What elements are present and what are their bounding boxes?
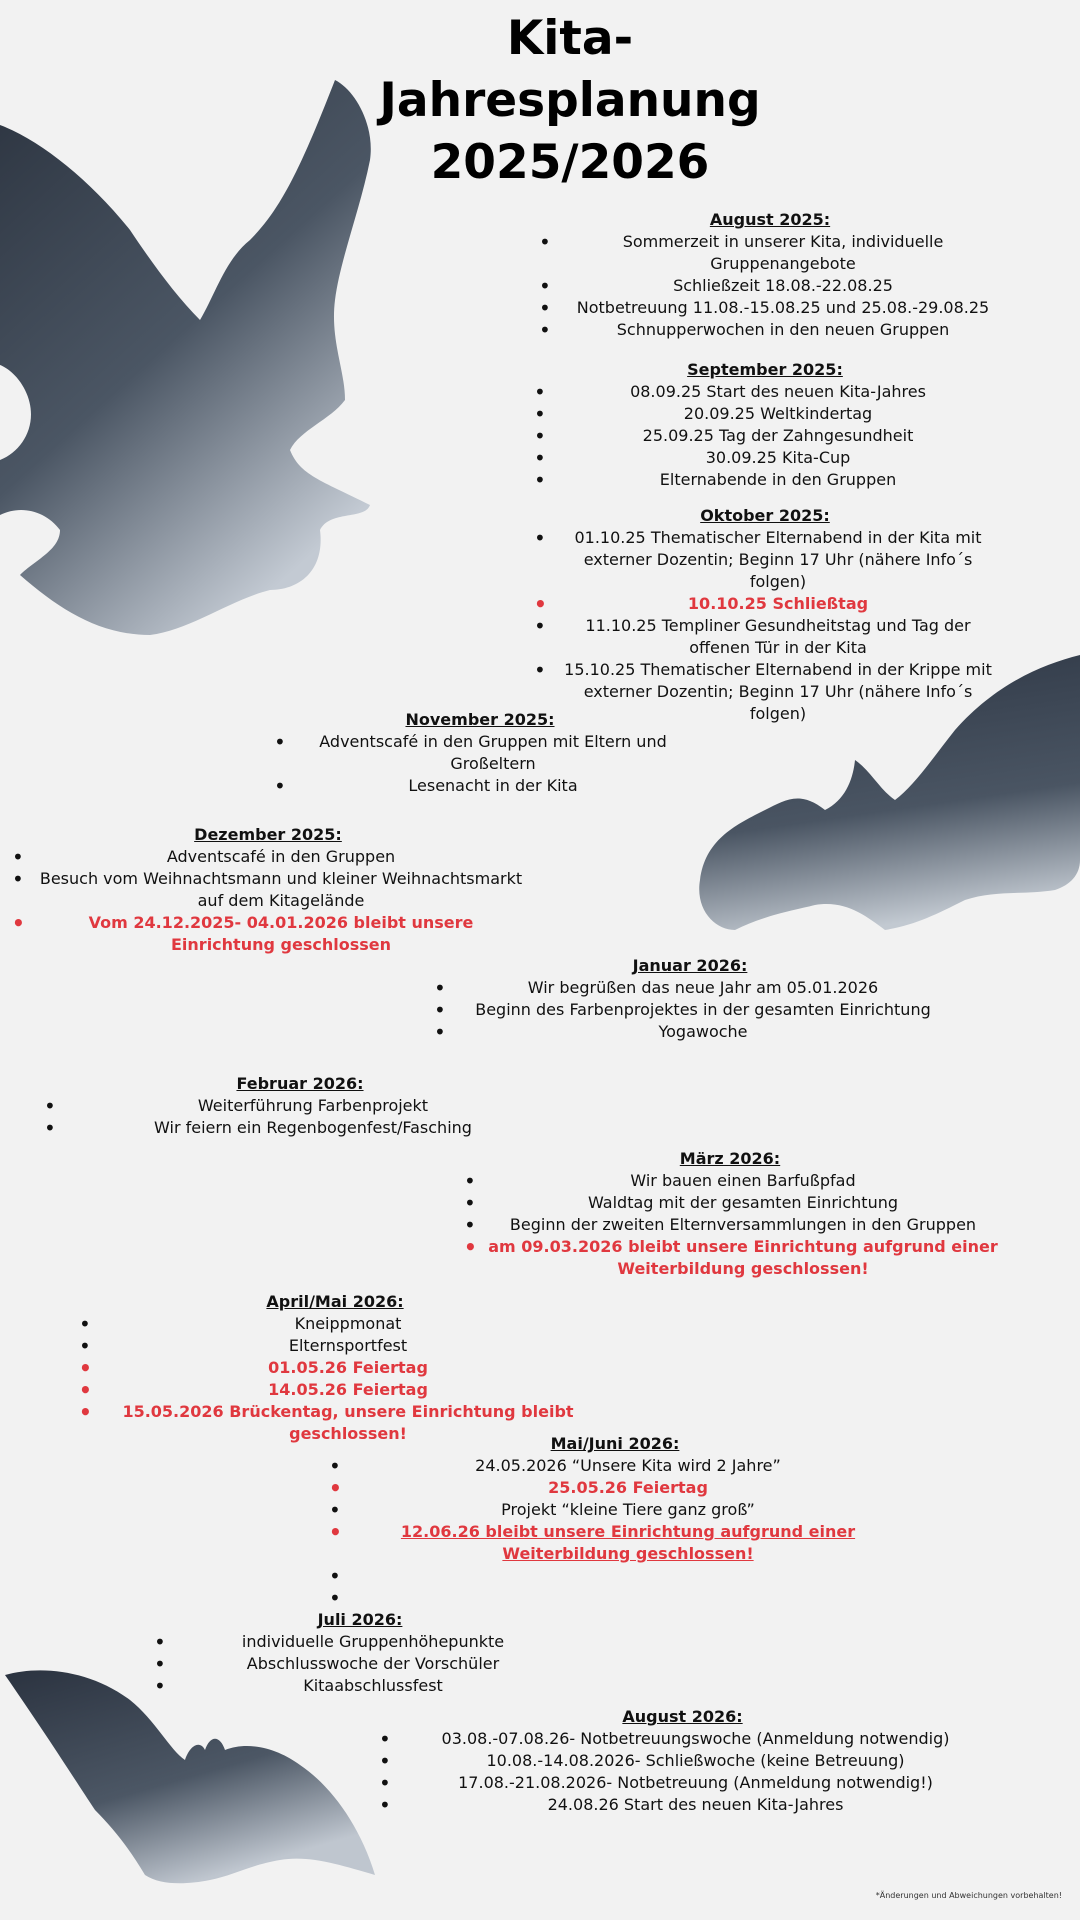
event-item-holiday: • 01.05.26 Feiertag (75, 1357, 595, 1379)
event-item: • Wir begrüßen das neue Jahr am 05.01.2026 (430, 977, 950, 999)
event-item: • 25.09.25 Tag der Zahngesundheit (530, 425, 1000, 447)
event-item: • Elternabende in den Gruppen (530, 469, 1000, 491)
event-list (8, 846, 528, 956)
event-item-holiday: • 25.05.26 Feiertag (325, 1477, 905, 1499)
event-item: • 24.08.26 Start des neuen Kita-Jahres (375, 1794, 990, 1816)
event-item: • Schnupperwochen in den neuen Gruppen (535, 319, 1005, 341)
event-item: • 01.10.25 Thematischer Elternabend in der Kita mit externer Dozentin; Beginn 17 Uhr (nähere Info´s folgen) (530, 527, 1000, 593)
section-heading: Mai/Juni 2026: (550, 1434, 680, 1453)
section-maerz-2026 (460, 1148, 1000, 1280)
disclaimer-footer: *Änderungen und Abweichungen vorbehalten! (875, 1891, 1062, 1900)
section-mai-juni-2026 (325, 1433, 905, 1609)
section-heading: Oktober 2025: (700, 506, 830, 525)
event-item: • Notbetreuung 11.08.-15.08.25 und 25.08.-29.08.25 (535, 297, 1005, 319)
event-item: • Beginn der zweiten Elternversammlungen in den Gruppen (460, 1214, 1000, 1236)
section-heading: Februar 2026: (236, 1074, 364, 1093)
event-item: • 10.08.-14.08.2026- Schließwoche (keine Betreuung) (375, 1750, 990, 1772)
section-heading: Dezember 2025: (194, 825, 342, 844)
section-heading: April/Mai 2026: (266, 1292, 404, 1311)
section-april-mai-2026 (75, 1291, 595, 1445)
event-item-closed: • Vom 24.12.2025- 04.01.2026 bleibt unsere Einrichtung geschlossen (8, 912, 528, 956)
event-item: • Wir feiern ein Regenbogenfest/Fasching (40, 1117, 560, 1139)
event-list (530, 527, 1000, 725)
event-item: • Schließzeit 18.08.-22.08.25 (535, 275, 1005, 297)
event-item-closed: • 10.10.25 Schließtag (530, 593, 1000, 615)
event-item-closed: • am 09.03.2026 bleibt unsere Einrichtung aufgrund einer Weiterbildung geschlossen! (460, 1236, 1000, 1280)
section-heading: November 2025: (405, 710, 555, 729)
event-item: • Adventscafé in den Gruppen mit Eltern und Großeltern (270, 731, 690, 775)
event-item: • 08.09.25 Start des neuen Kita-Jahres (530, 381, 1000, 403)
event-item: • Beginn des Farbenprojektes in der gesamten Einrichtung (430, 999, 950, 1021)
event-item-closed: • 15.05.2026 Brückentag, unsere Einrichtung bleibt geschlossen! (75, 1401, 595, 1445)
event-item-closed (325, 1521, 905, 1565)
section-november-2025 (270, 709, 690, 797)
title-line-1: Kita- (506, 11, 634, 66)
event-item-closed-text: 12.06.26 bleibt unsere Einrichtung aufgrund einer Weiterbildung geschlossen! (400, 1522, 856, 1563)
event-list (430, 977, 950, 1043)
event-item: • Kneippmonat (75, 1313, 595, 1335)
event-item: • Projekt “kleine Tiere ganz groß” (325, 1499, 905, 1521)
section-heading: Juli 2026: (317, 1610, 403, 1629)
event-item: • 03.08.-07.08.26- Notbetreuungswoche (Anmeldung notwendig) (375, 1728, 990, 1750)
event-item: • Yogawoche (430, 1021, 950, 1043)
event-item: • Weiterführung Farbenprojekt (40, 1095, 560, 1117)
section-august-2025 (535, 209, 1005, 341)
event-item: • 30.09.25 Kita-Cup (530, 447, 1000, 469)
event-item: • Adventscafé in den Gruppen (8, 846, 528, 868)
event-item-empty (325, 1565, 905, 1587)
title-line-2: Jahresplanung (379, 73, 761, 128)
section-februar-2026 (40, 1073, 560, 1139)
event-item: • individuelle Gruppenhöhepunkte (150, 1631, 570, 1653)
event-item: • Besuch vom Weihnachtsmann und kleiner Weihnachtsmarkt auf dem Kitagelände (8, 868, 528, 912)
event-list (460, 1170, 1000, 1280)
event-item: • Waldtag mit der gesamten Einrichtung (460, 1192, 1000, 1214)
event-item-empty (325, 1587, 905, 1609)
event-item: • Abschlusswoche der Vorschüler (150, 1653, 570, 1675)
section-oktober-2025 (530, 505, 1000, 725)
event-list (375, 1728, 990, 1816)
event-item: • 15.10.25 Thematischer Elternabend in der Krippe mit externer Dozentin; Beginn 17 Uhr (nähere Info´s folgen) (530, 659, 1000, 725)
event-item: • 20.09.25 Weltkindertag (530, 403, 1000, 425)
section-heading: August 2026: (622, 1707, 743, 1726)
event-item: • Elternsportfest (75, 1335, 595, 1357)
section-heading: Januar 2026: (632, 956, 748, 975)
event-list (40, 1095, 560, 1139)
event-item: • Sommerzeit in unserer Kita, individuelle Gruppenangebote (535, 231, 1005, 275)
section-heading: September 2025: (687, 360, 843, 379)
event-list (535, 231, 1005, 341)
event-list (325, 1455, 905, 1609)
event-item: • 17.08.-21.08.2026- Notbetreuung (Anmeldung notwendig!) (375, 1772, 990, 1794)
section-juli-2026 (150, 1609, 570, 1697)
event-item: • 24.05.2026 “Unsere Kita wird 2 Jahre” (325, 1455, 905, 1477)
title-line-3: 2025/2026 (430, 135, 710, 190)
event-list (150, 1631, 570, 1697)
section-september-2025 (530, 359, 1000, 491)
section-august-2026 (375, 1706, 990, 1816)
section-heading: August 2025: (709, 210, 831, 229)
section-januar-2026 (430, 955, 950, 1043)
event-list (270, 731, 690, 797)
section-dezember-2025 (8, 824, 528, 956)
event-item: • Kitaabschlussfest (150, 1675, 570, 1697)
event-item: • 11.10.25 Templiner Gesundheitstag und Tag der offenen Tür in der Kita (530, 615, 1000, 659)
event-item-holiday: • 14.05.26 Feiertag (75, 1379, 595, 1401)
page-title (330, 8, 810, 194)
event-list (75, 1313, 595, 1445)
event-list (530, 381, 1000, 491)
event-item: • Lesenacht in der Kita (270, 775, 690, 797)
event-item: • Wir bauen einen Barfußpfad (460, 1170, 1000, 1192)
section-heading: März 2026: (679, 1149, 781, 1168)
